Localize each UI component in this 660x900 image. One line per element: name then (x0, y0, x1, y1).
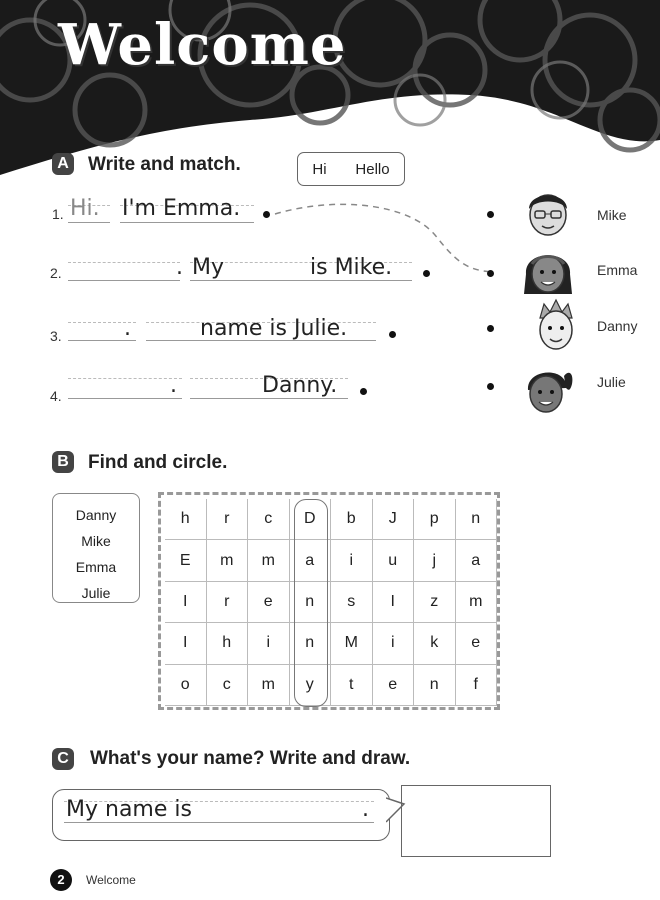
person-name: Emma (597, 262, 638, 278)
handwritten-text: Danny. (262, 373, 338, 398)
grid-letter[interactable]: M (331, 623, 373, 664)
handwritten-text: . (124, 316, 131, 341)
handwritten-text: name is Julie. (200, 316, 348, 341)
grid-letter[interactable]: c (207, 665, 249, 706)
handwritten-period: . (362, 797, 369, 822)
writing-guide (68, 262, 180, 263)
page-number: 2 (50, 869, 72, 891)
grid-letter[interactable]: n (290, 582, 332, 623)
grid-letter[interactable]: e (456, 623, 498, 664)
hint-word: Hi (312, 160, 327, 178)
grid-letter[interactable]: h (165, 499, 207, 540)
grid-letter[interactable]: z (414, 582, 456, 623)
handwritten-text: I'm Emma. (122, 196, 241, 221)
grid-letter[interactable]: p (414, 499, 456, 540)
grid-letter[interactable]: f (456, 665, 498, 706)
handwritten-text: My (192, 255, 225, 280)
word-list-item: Mike (81, 533, 111, 549)
section-b-title: Find and circle. (88, 452, 228, 473)
grid-letter[interactable]: b (331, 499, 373, 540)
grid-letter[interactable]: r (207, 499, 249, 540)
footer-label: Welcome (86, 873, 136, 887)
grid-letter[interactable]: a (290, 540, 332, 581)
section-c-title: What's your name? Write and draw. (90, 748, 411, 769)
grid-letter[interactable]: m (248, 540, 290, 581)
word-list-item: Danny (75, 507, 117, 523)
word-list-item: Julie (81, 585, 111, 601)
grid-letter[interactable]: I (165, 582, 207, 623)
page-title: Welcome (58, 12, 347, 78)
item-number: 2. (50, 265, 62, 281)
person-name: Julie (597, 374, 626, 390)
match-dot[interactable] (487, 325, 494, 332)
grid-letter[interactable]: i (331, 540, 373, 581)
grid-letter[interactable]: m (456, 582, 498, 623)
letter-grid (165, 499, 497, 706)
handwritten-prompt: My name is (66, 797, 192, 822)
grid-letter[interactable]: j (414, 540, 456, 581)
item-number: 4. (50, 388, 62, 404)
word-list (52, 493, 140, 603)
hint-word: Hello (355, 160, 390, 178)
writing-line (190, 398, 348, 399)
grid-letter[interactable]: i (373, 623, 415, 664)
grid-letter[interactable]: I (373, 582, 415, 623)
section-a-badge: A (52, 153, 74, 175)
grid-letter[interactable]: i (248, 623, 290, 664)
grid-letter[interactable]: u (373, 540, 415, 581)
writing-line[interactable] (64, 822, 374, 823)
grid-letter[interactable]: I (165, 623, 207, 664)
hint-word-box (297, 152, 405, 186)
writing-line (68, 222, 110, 223)
girl-ponytail-icon (520, 362, 576, 418)
person-name: Mike (597, 207, 627, 223)
section-a-title: Write and match. (88, 154, 241, 175)
grid-letter[interactable]: y (290, 665, 332, 706)
boy-spiky-hair-icon (528, 298, 584, 354)
grid-letter[interactable]: e (373, 665, 415, 706)
handwritten-text: is Mike. (310, 255, 393, 280)
match-dot[interactable] (389, 331, 396, 338)
match-dot[interactable] (360, 388, 367, 395)
grid-letter[interactable]: n (414, 665, 456, 706)
drawing-box[interactable] (401, 785, 551, 857)
grid-letter[interactable]: h (207, 623, 249, 664)
grid-letter[interactable]: e (248, 582, 290, 623)
grid-letter[interactable]: m (248, 665, 290, 706)
grid-letter[interactable]: s (331, 582, 373, 623)
grid-letter[interactable]: o (165, 665, 207, 706)
grid-letter[interactable]: t (331, 665, 373, 706)
grid-letter[interactable]: n (290, 623, 332, 664)
person-name: Danny (597, 318, 638, 334)
grid-letter[interactable]: D (290, 499, 332, 540)
grid-letter[interactable]: a (456, 540, 498, 581)
word-list-item: Emma (75, 559, 117, 575)
handwritten-text: . (170, 373, 177, 398)
circled-word-danny (294, 499, 328, 707)
grid-letter[interactable]: n (456, 499, 498, 540)
writing-line (68, 280, 180, 281)
grid-letter[interactable]: m (207, 540, 249, 581)
match-dot[interactable] (487, 270, 494, 277)
writing-line (120, 222, 254, 223)
girl-with-headband-icon (520, 244, 576, 300)
match-line (260, 195, 500, 285)
match-dot[interactable] (487, 383, 494, 390)
item-number: 1. (52, 206, 64, 222)
grid-letter[interactable]: J (373, 499, 415, 540)
match-dot[interactable] (487, 211, 494, 218)
grid-letter[interactable]: c (248, 499, 290, 540)
grid-letter[interactable]: E (165, 540, 207, 581)
grid-letter[interactable]: k (414, 623, 456, 664)
handwritten-text: . (176, 255, 183, 280)
writing-guide (68, 378, 182, 379)
grid-letter[interactable]: r (207, 582, 249, 623)
item-number: 3. (50, 328, 62, 344)
writing-line (68, 398, 182, 399)
traced-answer: Hi. (70, 196, 100, 221)
section-c-badge: C (52, 748, 74, 770)
section-b-badge: B (52, 451, 74, 473)
word-search-grid (158, 492, 500, 710)
boy-with-glasses-icon (520, 185, 576, 241)
